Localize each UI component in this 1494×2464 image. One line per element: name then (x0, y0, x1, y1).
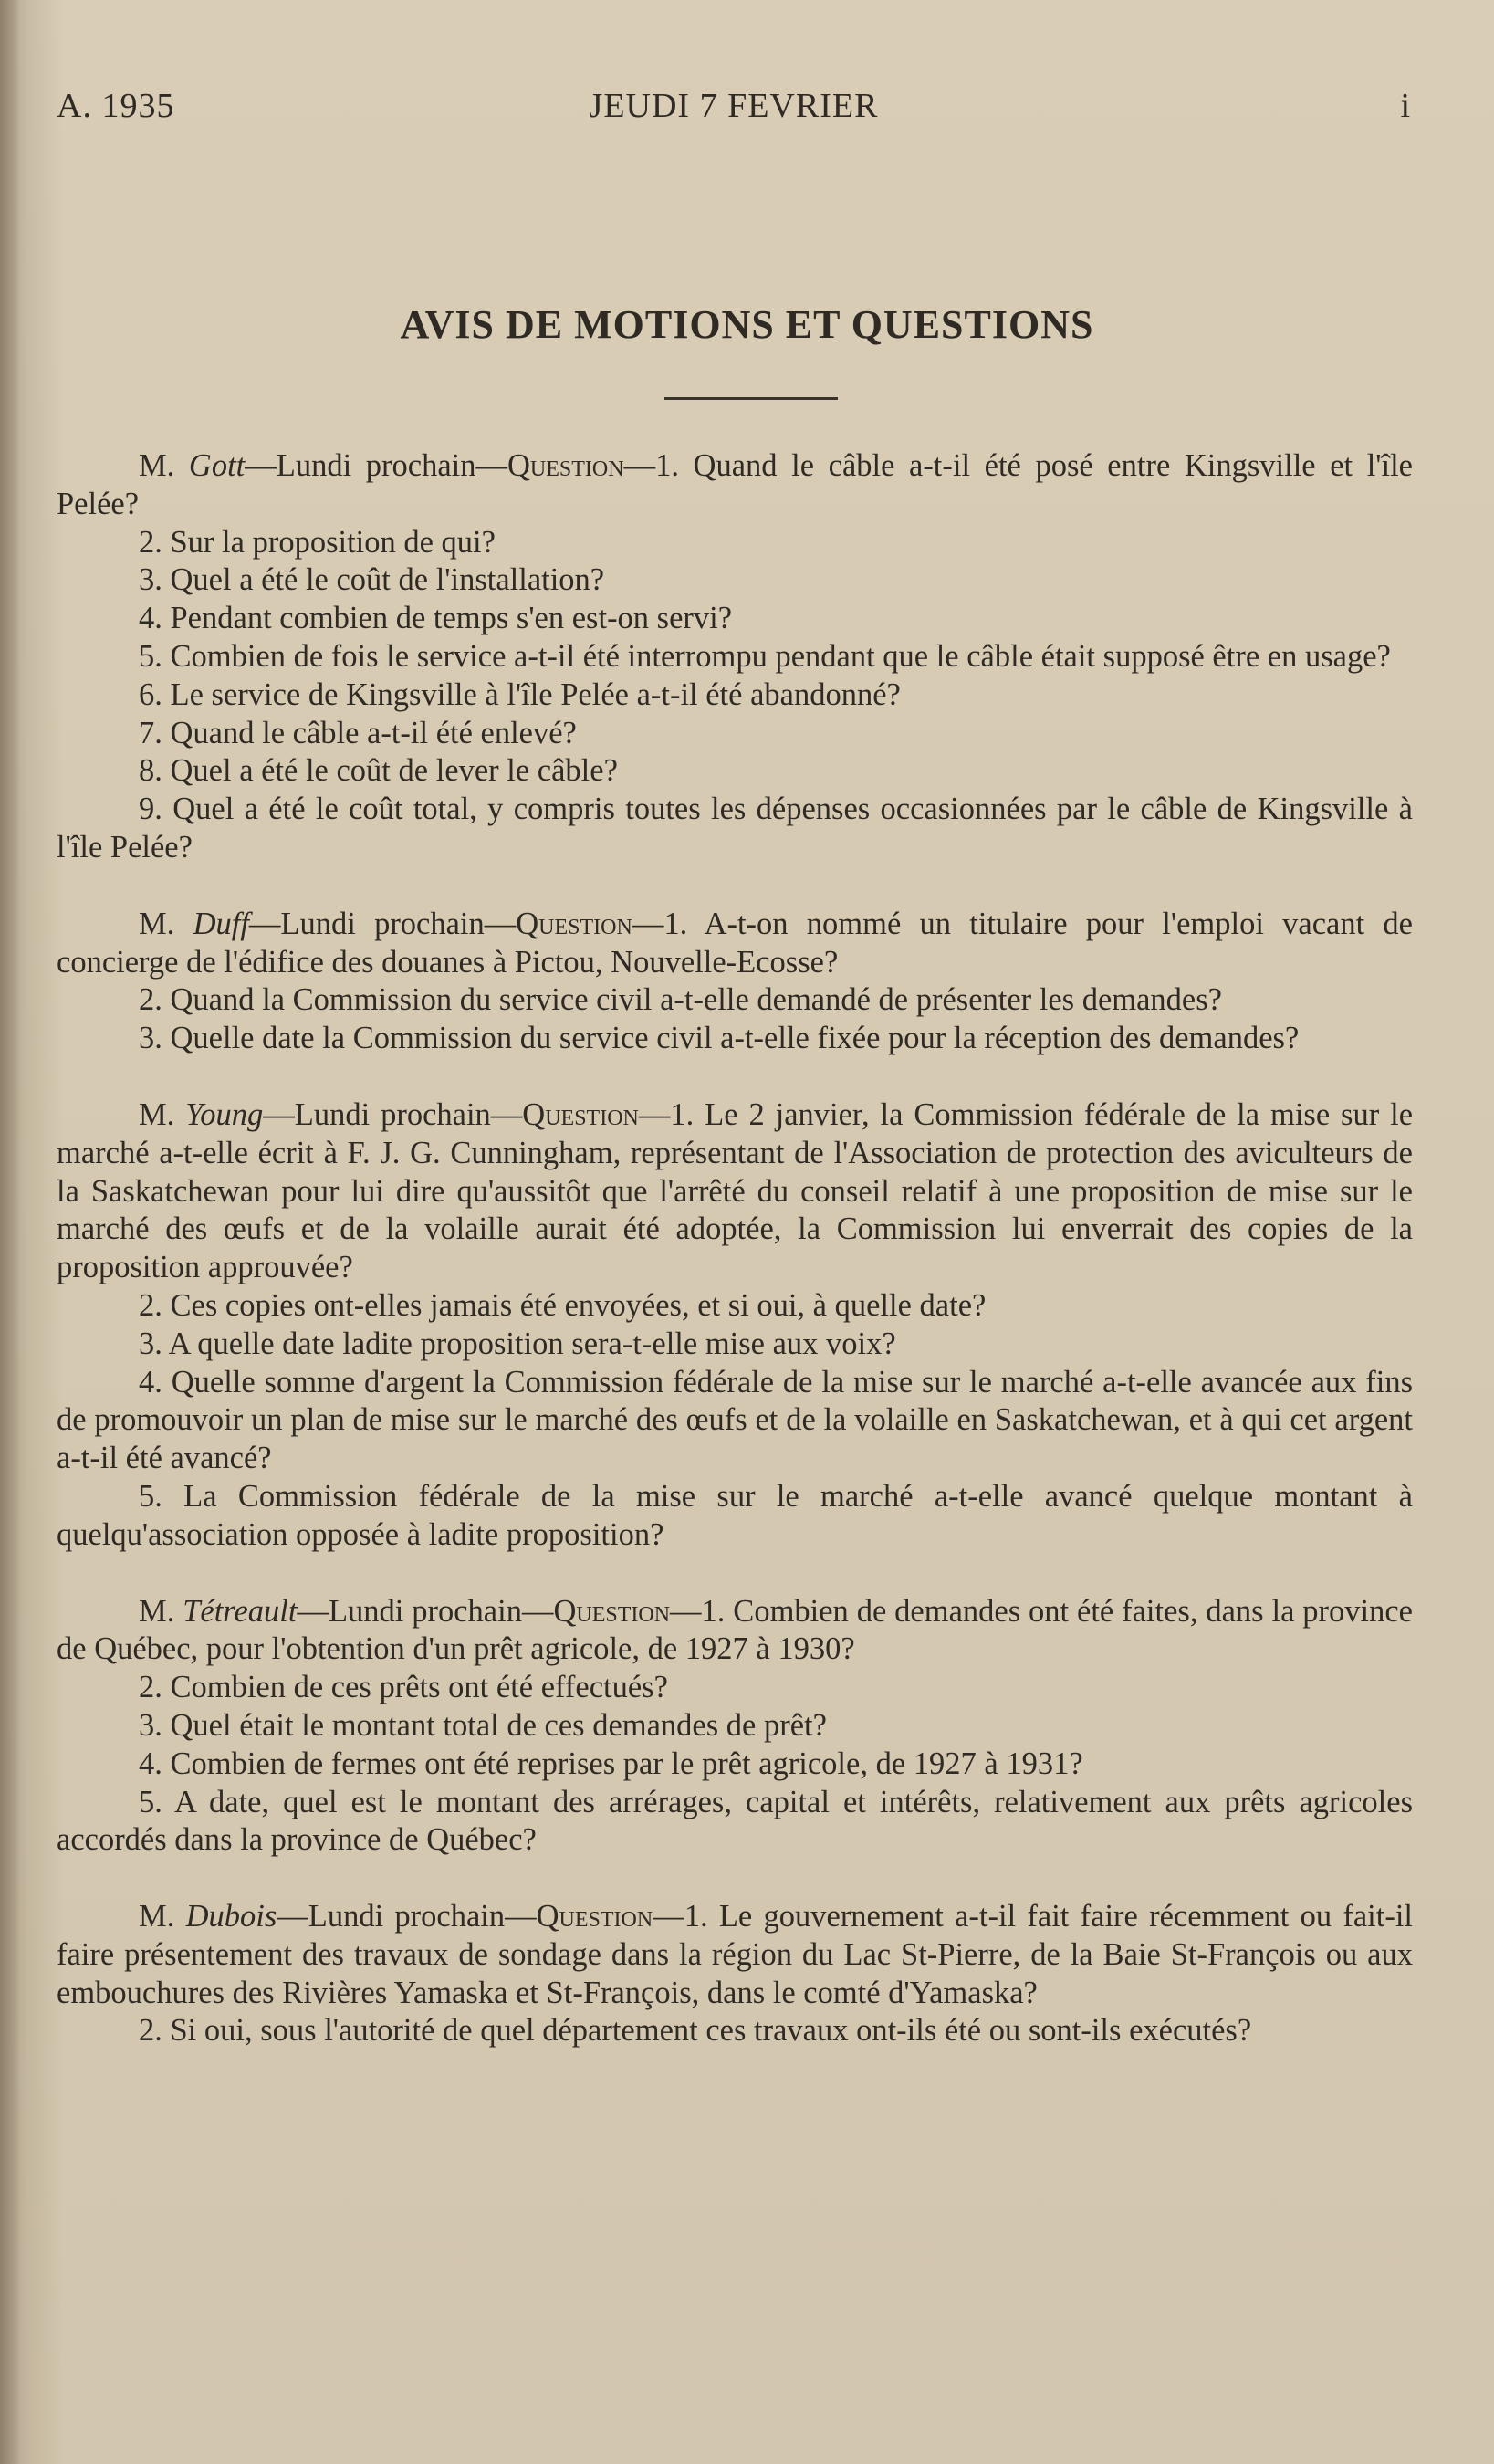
motion-question: 9. Quel a été le coût total, y compris toutes les dépenses occasionnées par le câble de Kingsville à l'île Pelée? (57, 792, 1413, 865)
motion-question (57, 1096, 1413, 1287)
motions-list (57, 447, 1413, 2089)
question-word: Question (553, 1593, 671, 1629)
member-name: Gott (188, 448, 246, 483)
header-date: JEUDI 7 FEVRIER (589, 87, 879, 125)
motion-question: 5. A date, quel est le montant des arrérages, capital et intérêts, relativement aux prêts agricoles accordés dans la province de Québec? (57, 1784, 1413, 1858)
member-title: M. (139, 1096, 175, 1132)
motion-lead: —Lundi prochain— (245, 448, 507, 483)
motion-question (57, 906, 1413, 982)
motion-question: 8. Quel a été le coût de lever le câble? (139, 753, 618, 789)
motion-lead: —Lundi prochain— (277, 1899, 537, 1935)
motion-question: 7. Quand le câble a-t-il été enlevé? (139, 715, 577, 750)
title-rule (664, 397, 838, 400)
motion-question: 4. Pendant combien de temps s'en est-on servi? (139, 601, 733, 636)
question-word: Question (507, 448, 624, 483)
question-text: —1. A-t-on nommé un titulaire pour l'emploi vacant de concierge de l'édifice des douanes à Pictou, Nouvelle-Ecosse? (57, 906, 1413, 980)
motion-question: 2. Quand la Commission du service civil a-t-elle demandé de présenter les demandes? (139, 982, 1222, 1018)
member-name: Young (185, 1096, 264, 1132)
motion-question (57, 1898, 1413, 2012)
motion-tetreault (57, 1593, 1413, 1861)
member-title: M. (139, 448, 175, 483)
page-title: AVIS DE MOTIONS ET QUESTIONS (400, 302, 1094, 347)
question-word: Question (522, 1096, 639, 1132)
motion-question: 2. Ces copies ont-elles jamais été envoyées, et si oui, à quelle date? (139, 1287, 987, 1323)
motion-question: 3. A quelle date ladite proposition sera-t-elle mise aux voix? (139, 1326, 896, 1361)
member-title: M. (139, 1593, 175, 1629)
motion-question: 3. Quelle date la Commission du service civil a-t-elle fixée pour la réception des demandes? (139, 1021, 1300, 1056)
motion-question: 2. Combien de ces prêts ont été effectués? (139, 1670, 668, 1705)
motion-question: 4. Combien de fermes ont été reprises par le prêt agricole, de 1927 à 1931? (139, 1746, 1083, 1781)
motion-question: 6. Le service de Kingsville à l'île Pelée a-t-il été abandonné? (139, 676, 901, 712)
header-page-number: i (1400, 87, 1411, 125)
motion-question: 5. Combien de fois le service a-t-il été interrompu pendant que le câble était supposé être en usage? (139, 638, 1391, 674)
motion-young (57, 1096, 1413, 1555)
motion-lead: —Lundi prochain— (297, 1593, 554, 1629)
motion-dubois (57, 1898, 1413, 2050)
motion-question: 5. La Commission fédérale de la mise sur le marché a-t-elle avancé quelque montant à quelqu'association opposée à ladite proposition? (57, 1478, 1413, 1552)
running-head (57, 86, 1411, 131)
question-word: Question (536, 1899, 653, 1935)
motion-gott (57, 447, 1413, 867)
motion-lead: —Lundi prochain— (248, 906, 517, 941)
member-name: Duff (193, 906, 249, 941)
motion-question (57, 447, 1413, 524)
member-name: Tétreault (183, 1593, 298, 1629)
question-text: —1. Quand le câble a-t-il été posé entre Kingsville et l'île Pelée? (57, 448, 1413, 521)
motion-question (57, 1593, 1413, 1670)
member-title: M. (139, 906, 175, 941)
motion-lead: —Lundi prochain— (263, 1096, 523, 1132)
member-name: Dubois (185, 1899, 277, 1935)
page-edge-shadow (0, 0, 20, 2464)
motion-question: 2. Si oui, sous l'autorité de quel département ces travaux ont-ils été ou sont-ils exécutés? (139, 2013, 1252, 2049)
question-text: —1. Le 2 janvier, la Commission fédérale de la mise sur le marché a-t-elle écrit à F. J. G. Cunningham, représentant de l'Association de protection des aviculteurs de la Saskatchewan pour lui dire qu'aussitôt que l'arrêté du conseil relatif à une proposition de mise sur le marché des œufs et de la volaille aurait été adoptée, la Commission lui enverrait des copies de la proposition approuvée? (57, 1096, 1414, 1285)
motion-question: 3. Quel était le montant total de ces demandes de prêt? (139, 1707, 827, 1743)
motion-question: 2. Sur la proposition de qui? (139, 524, 496, 560)
motion-duff (57, 906, 1413, 1058)
motion-question: 3. Quel a été le coût de l'installation? (139, 562, 605, 598)
motion-question: 4. Quelle somme d'argent la Commission fédérale de la mise sur le marché a-t-elle avancée aux fins de promouvoir un plan de mise sur le marché des œufs et de la volaille en Saskatchewan, et à qui cet argent a-t-il été avancé? (57, 1364, 1413, 1476)
member-title: M. (139, 1899, 175, 1935)
question-text: —1. Combien de demandes ont été faites, dans la province de Québec, pour l'obtention d'un prêt agricole, de 1927 à 1930? (57, 1593, 1413, 1667)
question-word: Question (516, 906, 632, 941)
question-text: —1. Le gouvernement a-t-il fait faire récemment ou fait-il faire présentement des travaux de sondage dans la région du Lac St-Pierre, de la Baie St-François ou aux embouchures des Rivières Yamaska et St-François, dans le comté d'Yamaska? (57, 1899, 1413, 2010)
header-year: A. 1935 (57, 87, 175, 125)
